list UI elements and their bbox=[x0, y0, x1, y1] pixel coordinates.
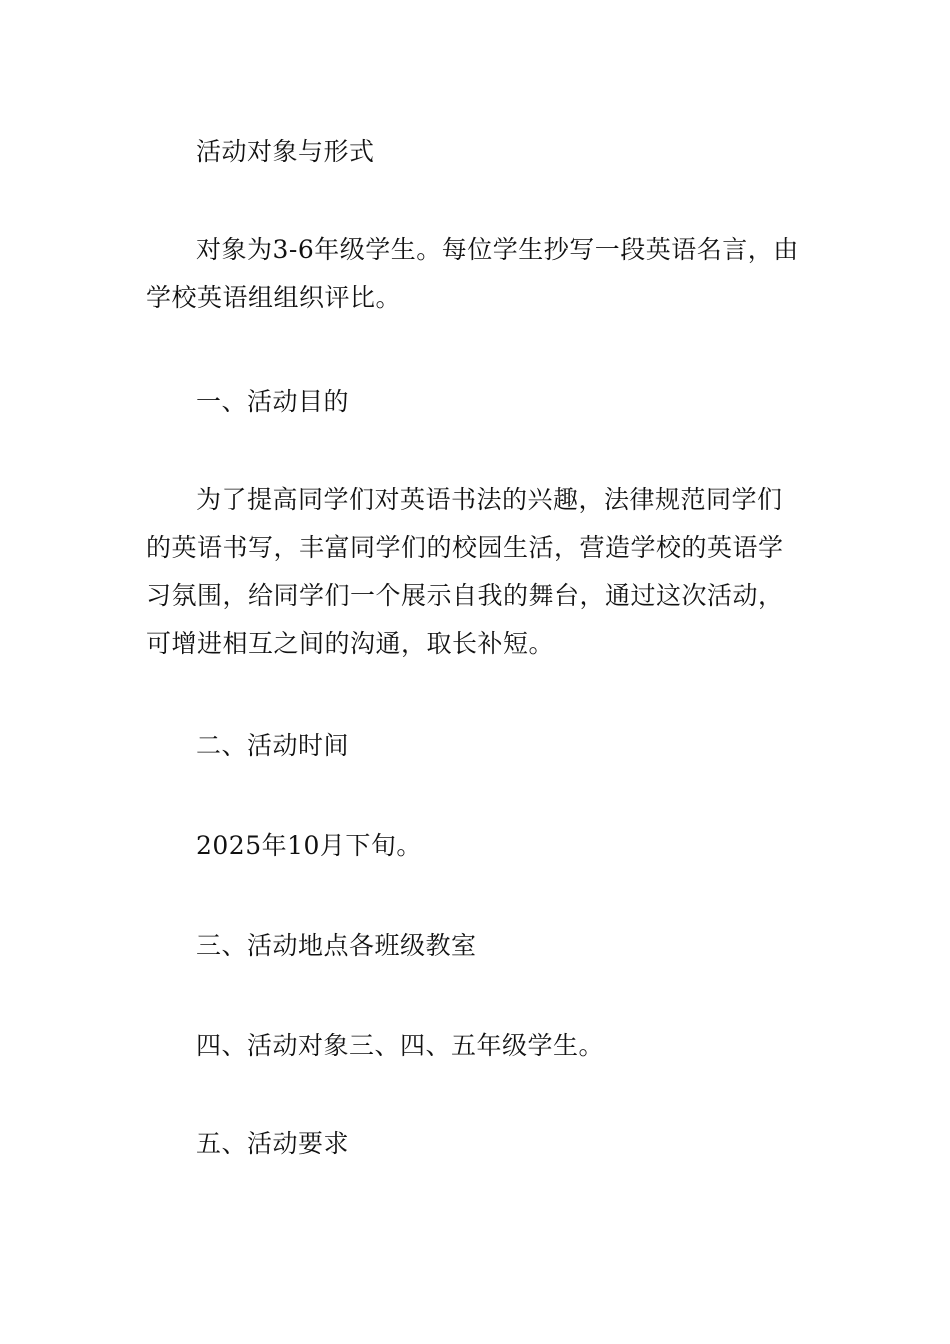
section-heading-purpose: 一、活动目的 bbox=[196, 387, 350, 416]
section-heading-requirements: 五、活动要求 bbox=[196, 1129, 350, 1158]
section-heading-participants: 四、活动对象三、四、五年级学生。 bbox=[196, 1031, 605, 1060]
paragraph-purpose-description: 为了提高同学们对英语书法的兴趣，法律规范同学们的英语书写，丰富同学们的校园生活，营造学校的英语学习氛围，给同学们一个展示自我的舞台，通过这次活动，可增进相互之间的沟通，取长补短。 bbox=[146, 485, 784, 658]
section-heading-location: 三、活动地点各班级教室 bbox=[196, 931, 477, 960]
section-heading-target-and-form: 活动对象与形式 bbox=[196, 137, 375, 166]
section-heading-time: 二、活动时间 bbox=[196, 731, 350, 760]
paragraph-time-description: 2025年10月下旬。 bbox=[196, 831, 422, 860]
paragraph-target-description: 对象为3-6年级学生。每位学生抄写一段英语名言，由学校英语组组织评比。 bbox=[146, 235, 799, 312]
